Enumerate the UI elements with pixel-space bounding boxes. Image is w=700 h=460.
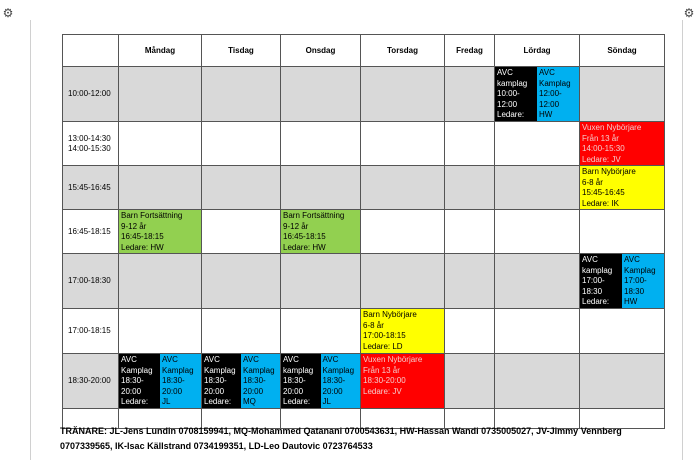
- cell: [445, 67, 495, 122]
- session-block: Barn Nybörjare 6-8 år 15:45-16:45 Ledare: IK: [580, 166, 664, 209]
- cell: [119, 210, 202, 254]
- day-header: Måndag: [119, 35, 202, 67]
- time-row: [63, 210, 665, 254]
- cell: [202, 67, 281, 122]
- cell: [202, 254, 281, 309]
- time-row: [63, 166, 665, 210]
- cell: [445, 210, 495, 254]
- session-block: AVC Kamplag 18:30- 20:00 JL: [160, 354, 201, 408]
- cell: [119, 67, 202, 122]
- time-label: 15:45-16:45: [63, 166, 119, 210]
- time-label: 13:00-14:30 14:00-15:30: [63, 122, 119, 166]
- session-block: AVC Kamplag 18:30- 20:00 MQ: [241, 354, 280, 408]
- cell: [361, 67, 445, 122]
- session-block: AVC kamplag 17:00- 18:30 Ledare:: [580, 254, 622, 308]
- day-header: Tisdag: [202, 35, 281, 67]
- session-block: AVC Kamplag 18:30- 20:00 JL: [321, 354, 361, 408]
- footer-line: TRÄNARE: JL-Jens Lundin 0708159941, MQ-Mohammed Qatanani 0700543631, HW-Hassan Wandi 0735005027, JV-Jimmy Vennberg: [60, 426, 622, 436]
- cell: [281, 67, 361, 122]
- cell: [361, 309, 445, 354]
- time-label: 10:00-12:00: [63, 67, 119, 122]
- cell: [580, 210, 665, 254]
- session-block: AVC Kamplag 18:30- 20:00 Ledare:: [119, 354, 160, 408]
- header-empty: [63, 35, 119, 67]
- cell: [202, 166, 281, 210]
- session-block: AVC Kamplag 12:00- 12:00 HW: [537, 67, 579, 121]
- cell: [495, 122, 580, 166]
- cell: [119, 166, 202, 210]
- time-label: 16:45-18:15: [63, 210, 119, 254]
- cell: [580, 166, 665, 210]
- cell: [495, 67, 580, 122]
- cell: [445, 254, 495, 309]
- day-header: Torsdag: [361, 35, 445, 67]
- footer-line: 0707339565, IK-Isac Källstrand 0734199351, LD-Leo Dautovic 0723764533: [60, 441, 373, 451]
- cell: [281, 254, 361, 309]
- time-label: 17:00-18:30: [63, 254, 119, 309]
- cell: [445, 166, 495, 210]
- schedule-table: [62, 34, 665, 429]
- cell: [580, 254, 665, 309]
- cell: [281, 309, 361, 354]
- time-row: [63, 309, 665, 354]
- cell: [281, 210, 361, 254]
- time-label: 18:30-20:00: [63, 354, 119, 409]
- cell: [495, 166, 580, 210]
- cell: [202, 210, 281, 254]
- cell: [580, 309, 665, 354]
- cell: [119, 309, 202, 354]
- session-block: Vuxen Nybörjare Från 13 år 18:30-20:00 Ledare: JV: [361, 354, 444, 408]
- cell: [495, 309, 580, 354]
- cell: [495, 210, 580, 254]
- page-right-edge: [682, 20, 683, 460]
- cell: [361, 210, 445, 254]
- session-block: Vuxen Nybörjare Från 13 år 14:00-15:30 Ledare: JV: [580, 122, 664, 165]
- cell: [445, 309, 495, 354]
- cell: [281, 122, 361, 166]
- cell: [495, 354, 580, 409]
- cell: [202, 309, 281, 354]
- day-header: Söndag: [580, 35, 665, 67]
- day-header: Fredag: [445, 35, 495, 67]
- cell: [202, 354, 281, 409]
- cell: [281, 354, 361, 409]
- cell: [361, 254, 445, 309]
- cell: [119, 122, 202, 166]
- cell: [281, 166, 361, 210]
- cell: [580, 67, 665, 122]
- time-row: [63, 254, 665, 309]
- session-block: AVC kamplag 18:30- 20:00 Ledare:: [281, 354, 321, 408]
- session-block: Barn Nybörjare 6-8 år 17:00-18:15 Ledare: LD: [361, 309, 444, 353]
- cell: [495, 254, 580, 309]
- day-header: Onsdag: [281, 35, 361, 67]
- cell: [445, 354, 495, 409]
- cell: [445, 122, 495, 166]
- time-row: [63, 354, 665, 409]
- settings-icon[interactable]: ⚙: [2, 6, 14, 20]
- cell: [580, 354, 665, 409]
- session-block: AVC kamplag 10:00- 12:00 Ledare:: [495, 67, 537, 121]
- session-block: AVC Kamplag 17:00- 18:30 HW: [622, 254, 664, 308]
- cell: [361, 122, 445, 166]
- cell: [119, 254, 202, 309]
- time-label: 17:00-18:15: [63, 309, 119, 354]
- session-block: Barn Fortsättning 9-12 år 16:45-18:15 Ledare: HW: [119, 210, 201, 253]
- session-block: Barn Fortsättning 9-12 år 16:45-18:15 Ledare: HW: [281, 210, 360, 253]
- time-row: [63, 67, 665, 122]
- cell: [361, 166, 445, 210]
- session-block: AVC Kamplag 18:30- 20:00 Ledare:: [202, 354, 241, 408]
- trainer-footer: [60, 424, 660, 454]
- day-header: Lördag: [495, 35, 580, 67]
- cell: [202, 122, 281, 166]
- cell: [580, 122, 665, 166]
- menu-icon[interactable]: ⚙: [683, 6, 695, 20]
- page-left-edge: [30, 20, 31, 460]
- header-row: [63, 35, 665, 67]
- cell: [119, 354, 202, 409]
- cell: [361, 354, 445, 409]
- time-row: [63, 122, 665, 166]
